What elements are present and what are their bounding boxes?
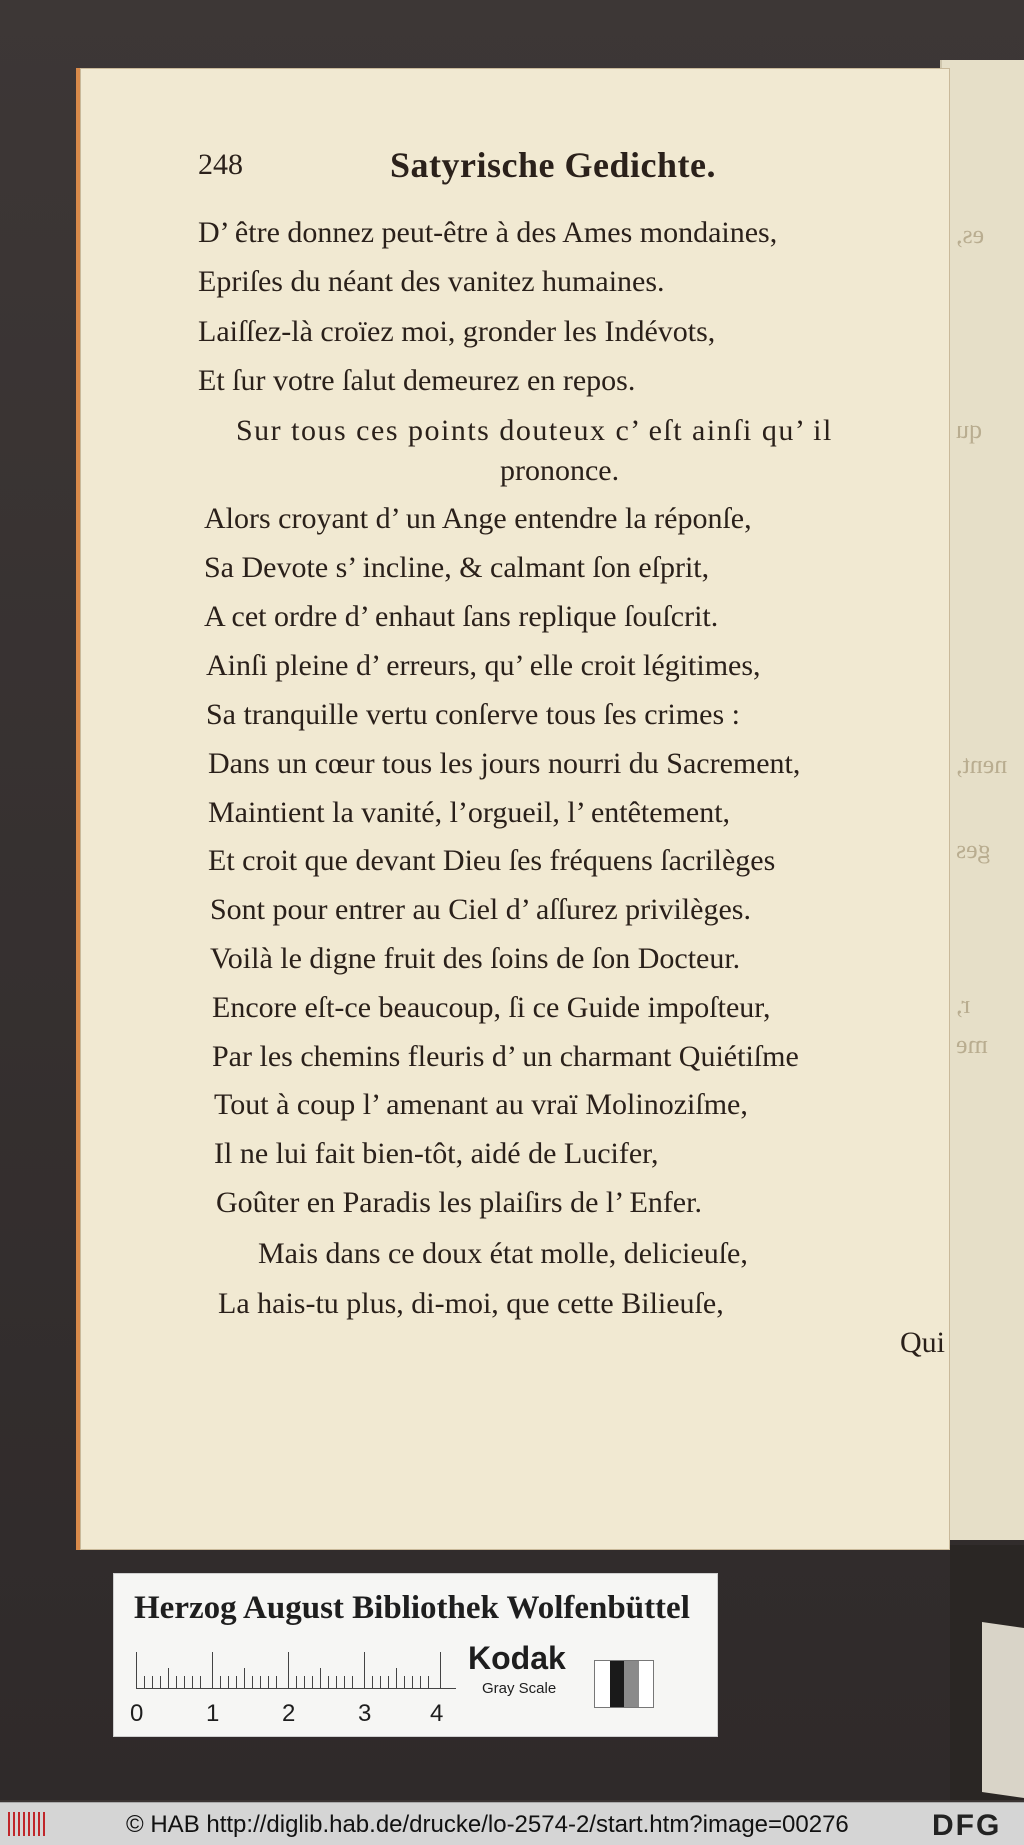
page-number: 248: [198, 148, 243, 181]
footer-bar: [0, 1802, 1024, 1845]
verse-line: A cet ordre d’ enhaut ſans replique ſouſcrit.: [204, 600, 719, 633]
facing-page-fragment: r,: [956, 990, 971, 1019]
verse-line: Maintient la vanité, l’orgueil, l’ entêtement,: [208, 796, 731, 829]
measurement-ruler: [136, 1652, 456, 1689]
scanner-corner: [950, 1545, 1024, 1800]
ruler-tick: [336, 1676, 337, 1688]
verse-line: Goûter en Paradis les plaiſirs de l’ Enfer.: [216, 1186, 702, 1219]
ruler-number: 2: [282, 1700, 296, 1727]
swatch-gray: [624, 1661, 639, 1707]
verse-line: Laiſſez-là croïez moi, gronder les Indévots,: [198, 315, 716, 348]
ruler-tick: [440, 1652, 441, 1688]
catchword: Qui: [900, 1326, 945, 1359]
running-title: Satyrische Gedichte.: [390, 145, 716, 185]
verse-line: D’ être donnez peut-être à des Ames mondaines,: [198, 216, 778, 249]
verse-line: Mais dans ce doux état molle, delicieuſe,: [258, 1237, 748, 1270]
ruler-tick: [160, 1676, 161, 1688]
ruler-tick: [312, 1676, 313, 1688]
facing-page-edge: [940, 60, 1024, 1540]
verse-line: Il ne lui fait bien-tôt, aidé de Lucifer,: [214, 1137, 659, 1170]
verse-line: Alors croyant d’ un Ange entendre la réponſe,: [204, 502, 752, 535]
verse-line: Encore eſt-ce beaucoup, ſi ce Guide impoſteur,: [212, 991, 771, 1024]
ruler-number: 4: [430, 1700, 444, 1727]
ruler-tick: [380, 1676, 381, 1688]
ruler-tick: [328, 1676, 329, 1688]
book-page: [76, 68, 950, 1550]
ruler-tick: [296, 1676, 297, 1688]
ruler-tick: [412, 1676, 413, 1688]
verse-line-continuation: prononce.: [500, 454, 620, 487]
ruler-tick: [220, 1676, 221, 1688]
ruler-tick: [244, 1668, 245, 1688]
verse-line: Et croit que devant Dieu ſes fréquens ſacrilèges: [208, 844, 776, 877]
ruler-tick: [184, 1676, 185, 1688]
verse-line: Sa tranquille vertu conſerve tous ſes crimes :: [206, 698, 741, 731]
ruler-tick: [212, 1652, 213, 1688]
barcode-icon: [8, 1812, 48, 1836]
ruler-tick: [192, 1676, 193, 1688]
gray-scale-swatch: [594, 1660, 654, 1708]
ruler-tick: [304, 1676, 305, 1688]
kodak-logo: Kodak: [468, 1640, 566, 1676]
swatch-white: [639, 1661, 654, 1707]
verse-line: Epriſes du néant des vanitez humaines.: [198, 265, 665, 298]
verse-line: Sur tous ces points douteux c’ eſt ainſi qu’ il: [236, 414, 833, 447]
ruler-tick: [228, 1676, 229, 1688]
ruler-tick: [288, 1652, 289, 1688]
ruler-tick: [420, 1676, 421, 1688]
ruler-number: 0: [130, 1700, 144, 1727]
verse-line: Dans un cœur tous les jours nourri du Sacrement,: [208, 747, 801, 780]
ruler-tick: [176, 1676, 177, 1688]
facing-page-fragment: ges: [956, 835, 991, 864]
ruler-tick: [352, 1676, 353, 1688]
copyright-link[interactable]: © HAB http://diglib.hab.de/drucke/lo-2574-2/start.htm?image=00276: [126, 1811, 849, 1838]
facing-page-fragment: es,: [956, 220, 985, 249]
verse-line: La hais-tu plus, di-moi, que cette Bilieuſe,: [218, 1287, 724, 1320]
verse-line: Et ſur votre ſalut demeurez en repos.: [198, 364, 636, 397]
swatch-white: [595, 1661, 610, 1707]
swatch-black: [610, 1661, 625, 1707]
verse-line: Ainſi pleine d’ erreurs, qu’ elle croit légitimes,: [206, 649, 761, 682]
ruler-tick: [144, 1676, 145, 1688]
ruler-tick: [428, 1676, 429, 1688]
verse-line: Voilà le digne fruit des ſoins de ſon Docteur.: [210, 942, 741, 975]
verse-line: Par les chemins fleuris d’ un charmant Quiétiſme: [212, 1040, 799, 1073]
ruler-tick: [200, 1676, 201, 1688]
ruler-tick: [168, 1668, 169, 1688]
ruler-tick: [236, 1676, 237, 1688]
ruler-tick: [152, 1676, 153, 1688]
dfg-logo: DFG: [932, 1809, 1002, 1842]
ruler-tick: [260, 1676, 261, 1688]
color-calibration-card: [113, 1573, 718, 1737]
paper-chip: [982, 1622, 1024, 1798]
verse-line: Sont pour entrer au Ciel d’ aſſurez privilèges.: [210, 893, 751, 926]
ruler-number: 1: [206, 1700, 220, 1727]
ruler-tick: [136, 1652, 137, 1688]
ruler-number: 3: [358, 1700, 372, 1727]
facing-page-fragment: qu: [956, 415, 982, 444]
ruler-tick: [344, 1676, 345, 1688]
ruler-tick: [252, 1676, 253, 1688]
ruler-tick: [276, 1676, 277, 1688]
institution-name: Herzog August Bibliothek Wolfenbüttel: [134, 1590, 690, 1626]
ruler-tick: [364, 1652, 365, 1688]
gray-scale-label: Gray Scale: [482, 1680, 557, 1697]
ruler-tick: [388, 1676, 389, 1688]
ruler-tick: [404, 1676, 405, 1688]
verse-line: Sa Devote s’ incline, & calmant ſon eſprit,: [204, 551, 710, 584]
facing-page-fragment: nent,: [956, 750, 1008, 779]
ruler-tick: [372, 1676, 373, 1688]
ruler-tick: [396, 1668, 397, 1688]
ruler-tick: [320, 1668, 321, 1688]
ruler-tick: [268, 1676, 269, 1688]
verse-line: Tout à coup l’ amenant au vraï Molinoziſme,: [214, 1088, 748, 1121]
facing-page-fragment: me: [956, 1030, 988, 1059]
